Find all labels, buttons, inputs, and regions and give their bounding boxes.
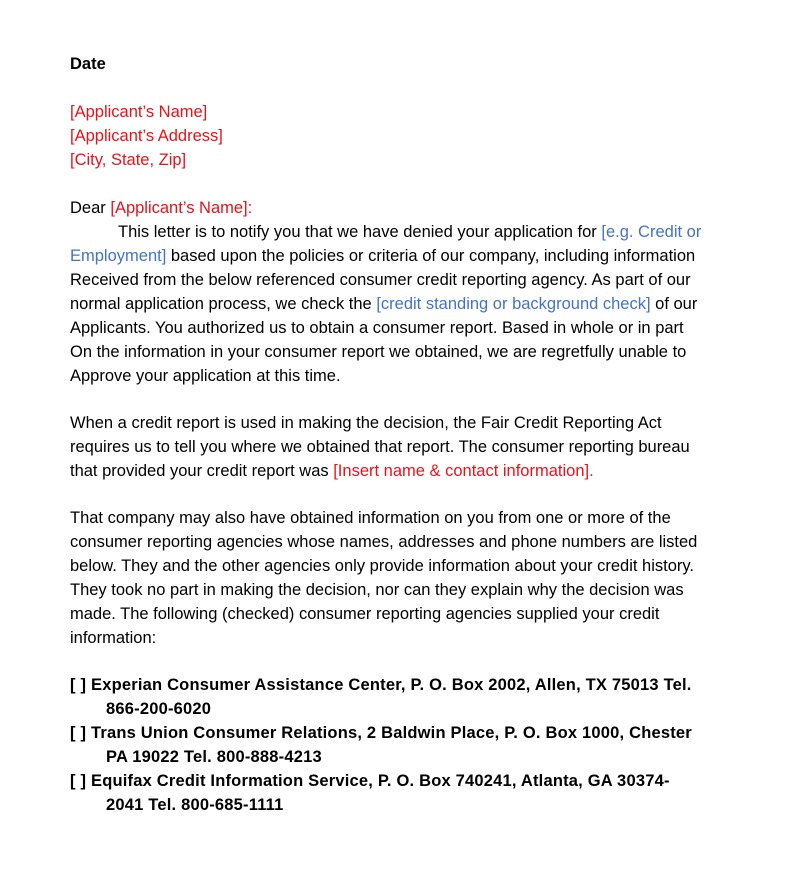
p1-line-4-text-c: of our [650, 295, 698, 313]
letter-body-paragraph-2 [70, 411, 770, 483]
transunion-line-1: Trans Union Consumer Relations, 2 Baldwin Place, P. O. Box 1000, Chester [90, 724, 692, 742]
p1-line-3: Received from the below referenced consumer credit reporting agency. As part of our [70, 271, 691, 289]
equifax-line-1: Equifax Credit Information Service, P. O. Box 740241, Atlanta, GA 30374- [90, 772, 670, 790]
p1-line-1-text: This letter is to notify you that we have denied your application for [118, 223, 602, 241]
salutation-name-placeholder: [Applicant’s Name]: [110, 199, 253, 217]
date-label: Date [70, 55, 106, 73]
p3-line-2: consumer reporting agencies whose names, addresses and phone numbers are listed [70, 533, 698, 551]
application-type-placeholder-start: [e.g. Credit or [601, 223, 702, 241]
list-item [70, 769, 770, 793]
date-line [70, 52, 770, 76]
p1-line-1 [70, 220, 770, 244]
p2-line-3 [70, 459, 770, 483]
p1-line-4 [70, 292, 770, 316]
experian-line-1: Experian Consumer Assistance Center, P. O. Box 2002, Allen, TX 75013 Tel. [90, 676, 692, 694]
bureau-contact-placeholder: [Insert name & contact information]. [333, 462, 594, 480]
p1-line-4-text-a: normal application process, we check the [70, 295, 377, 313]
p1-line-2-text: based upon the policies or criteria of our company, including information [166, 247, 696, 265]
experian-line-2: 866-200-6020 [106, 700, 212, 718]
applicant-address-placeholder: [Applicant’s Address] [70, 127, 223, 145]
application-type-placeholder-end: Employment] [70, 247, 167, 265]
salutation-dear: Dear [70, 199, 111, 217]
list-item [70, 721, 770, 745]
p2-line-1: When a credit report is used in making the decision, the Fair Credit Reporting Act [70, 414, 662, 432]
p1-line-6: On the information in your consumer report we obtained, we are regretfully unable to [70, 343, 687, 361]
letter-body-paragraph-1 [70, 196, 770, 388]
p3-line-3: below. They and the other agencies only provide information about your credit history. [70, 557, 695, 575]
p3-line-6: information: [70, 629, 157, 647]
checkbox-transunion[interactable]: [ ] [70, 724, 87, 742]
applicant-name-placeholder: [Applicant’s Name] [70, 103, 208, 121]
p1-line-7: Approve your application at this time. [70, 367, 341, 385]
p1-line-2 [70, 244, 770, 268]
p2-line-3-text: that provided your credit report was [70, 462, 334, 480]
checkbox-equifax[interactable]: [ ] [70, 772, 87, 790]
city-state-zip-placeholder: [City, State, Zip] [70, 151, 187, 169]
letter-body-paragraph-3 [70, 506, 770, 650]
recipient-address [70, 100, 770, 172]
checkbox-experian[interactable]: [ ] [70, 676, 87, 694]
list-item [70, 673, 770, 697]
equifax-line-2: 2041 Tel. 800-685-1111 [106, 796, 284, 814]
check-type-placeholder: [credit standing or background check] [376, 295, 651, 313]
p3-line-5: made. The following (checked) consumer reporting agencies supplied your credit [70, 605, 660, 623]
agency-list [70, 673, 770, 817]
p3-line-1: That company may also have obtained information on you from one or more of the [70, 509, 671, 527]
transunion-line-2: PA 19022 Tel. 800-888-4213 [106, 748, 322, 766]
salutation [70, 196, 770, 220]
p2-line-2: requires us to tell you where we obtained that report. The consumer reporting bureau [70, 438, 690, 456]
p1-line-5: Applicants. You authorized us to obtain a consumer report. Based in whole or in part [70, 319, 684, 337]
p3-line-4: They took no part in making the decision, nor can they explain why the decision was [70, 581, 684, 599]
